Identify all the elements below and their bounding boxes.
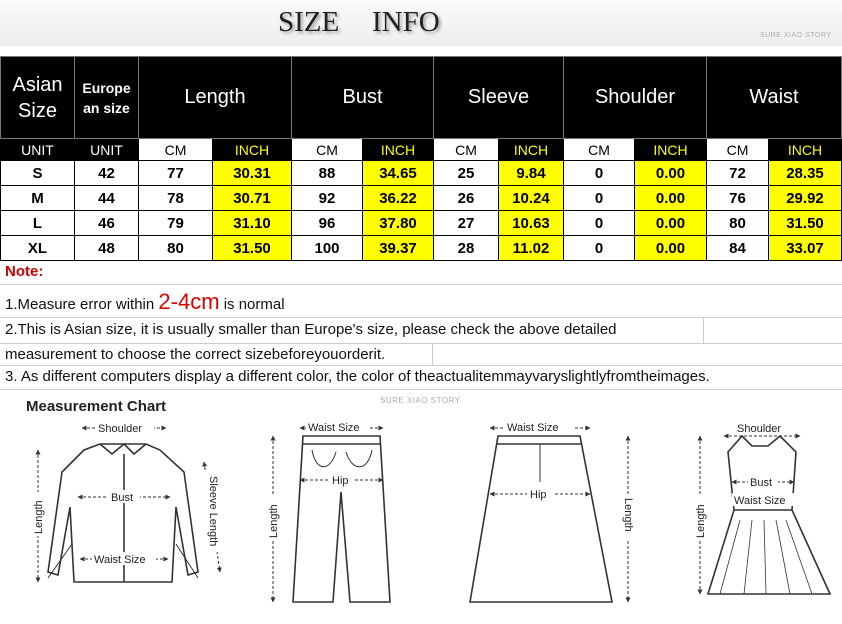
cell-sleeve-cm: 27 (434, 211, 499, 236)
cell-europe-size: 44 (75, 186, 139, 211)
note-line-1-post: is normal (219, 296, 285, 313)
skirt-length-label: Length (622, 498, 634, 532)
chart-title: Measurement Chart (26, 398, 167, 415)
shirt-bust-label: Bust (111, 492, 134, 504)
cell-length-inch: 31.10 (213, 211, 292, 236)
cell-shoulder-cm: 0 (564, 161, 635, 186)
cell-waist-inch: 29.92 (769, 186, 842, 211)
cell-europe-size: 42 (75, 161, 139, 186)
skirt-hip-label: Hip (530, 489, 547, 501)
cell-shoulder-inch: 0.00 (635, 161, 707, 186)
unit-cm: CM (707, 139, 769, 161)
unit-inch: INCH (769, 139, 842, 161)
shirt-labels (32, 421, 219, 566)
cell-bust-inch: 34.65 (363, 161, 434, 186)
cell-bust-cm: 100 (292, 236, 363, 261)
chart-watermark: SURE XIAO STORY (380, 396, 461, 405)
cell-shoulder-cm: 0 (564, 186, 635, 211)
cell-asian-size: L (1, 211, 75, 236)
table-row (1, 161, 842, 186)
cell-sleeve-inch: 10.24 (499, 186, 564, 211)
pants-waist-label: Waist Size (308, 422, 360, 434)
title-bar (0, 0, 842, 46)
cell-shoulder-inch: 0.00 (635, 186, 707, 211)
divider (703, 317, 704, 343)
cell-waist-cm: 76 (707, 186, 769, 211)
divider (0, 389, 842, 390)
title-word-size: SIZE (278, 6, 340, 38)
note-label: Note: (5, 263, 44, 280)
note-line-2a: 2.This is Asian size, it is usually smaller than Europe's size, please check the above detailed (5, 321, 617, 338)
divider (432, 343, 433, 365)
pants-length-label: Length (268, 504, 280, 538)
cell-length-cm: 79 (139, 211, 213, 236)
header-bust: Bust (292, 57, 434, 139)
pants-drawing (293, 436, 390, 602)
dress-bust-label: Bust (750, 477, 773, 489)
unit-cm: CM (139, 139, 213, 161)
divider (0, 284, 842, 285)
note-line-1-emphasis: 2-4cm (158, 289, 220, 314)
garment-diagrams (0, 392, 842, 624)
cell-length-inch: 30.31 (213, 161, 292, 186)
cell-waist-inch: 33.07 (769, 236, 842, 261)
table-row (1, 186, 842, 211)
note-line-2b: measurement to choose the correct sizebeforeyouorderit. (5, 346, 386, 363)
cell-shoulder-inch: 0.00 (635, 236, 707, 261)
divider (0, 343, 842, 344)
note-line-1 (5, 289, 285, 315)
cell-waist-inch: 31.50 (769, 211, 842, 236)
skirt-drawing (470, 436, 612, 602)
cell-shoulder-cm: 0 (564, 236, 635, 261)
unit-label: UNIT (1, 139, 75, 161)
cell-shoulder-cm: 0 (564, 211, 635, 236)
header-length: Length (139, 57, 292, 139)
watermark: SURE XIAO STORY (760, 32, 832, 39)
cell-asian-size: XL (1, 236, 75, 261)
shirt-shoulder-label: Shoulder (98, 423, 143, 435)
cell-waist-cm: 84 (707, 236, 769, 261)
pants-labels (267, 420, 370, 540)
header-europe-size: Europe an size (75, 57, 139, 139)
measurement-chart (0, 392, 842, 624)
cell-sleeve-cm: 28 (434, 236, 499, 261)
cell-europe-size: 48 (75, 236, 139, 261)
unit-inch: INCH (213, 139, 292, 161)
dress-drawing (708, 436, 830, 594)
dress-length-label: Length (695, 504, 707, 538)
cell-europe-size: 46 (75, 211, 139, 236)
cell-shoulder-inch: 0.00 (635, 211, 707, 236)
shirt-length-label: Length (33, 500, 45, 534)
cell-bust-cm: 92 (292, 186, 363, 211)
cell-length-inch: 31.50 (213, 236, 292, 261)
size-table (0, 56, 842, 261)
cell-length-inch: 30.71 (213, 186, 292, 211)
skirt-waist-label: Waist Size (507, 422, 559, 434)
cell-waist-inch: 28.35 (769, 161, 842, 186)
pants-hip-label: Hip (332, 475, 349, 487)
table-row (1, 211, 842, 236)
cell-length-cm: 80 (139, 236, 213, 261)
cell-bust-inch: 39.37 (363, 236, 434, 261)
header-waist: Waist (707, 57, 842, 139)
shirt-sleeve-label: Sleeve Length (207, 476, 219, 547)
cell-waist-cm: 72 (707, 161, 769, 186)
dress-waist-label: Waist Size (734, 495, 786, 507)
cell-bust-cm: 96 (292, 211, 363, 236)
cell-asian-size: S (1, 161, 75, 186)
unit-label: UNIT (75, 139, 139, 161)
shirt-waist-label: Waist Size (94, 554, 146, 566)
divider (0, 365, 842, 366)
title-word-info: INFO (372, 6, 440, 38)
cell-waist-cm: 80 (707, 211, 769, 236)
table-row (1, 236, 842, 261)
unit-cm: CM (292, 139, 363, 161)
cell-bust-cm: 88 (292, 161, 363, 186)
header-sleeve: Sleeve (434, 57, 564, 139)
unit-inch: INCH (635, 139, 707, 161)
cell-bust-inch: 37.80 (363, 211, 434, 236)
cell-sleeve-inch: 10.63 (499, 211, 564, 236)
cell-length-cm: 77 (139, 161, 213, 186)
cell-sleeve-inch: 11.02 (499, 236, 564, 261)
note-line-3: 3. As different computers display a different color, the color of theactualitemmayvaryslightlyfromtheimages. (5, 368, 710, 385)
unit-inch: INCH (499, 139, 564, 161)
cell-sleeve-cm: 26 (434, 186, 499, 211)
cell-bust-inch: 36.22 (363, 186, 434, 211)
cell-asian-size: M (1, 186, 75, 211)
dress-shoulder-label: Shoulder (737, 423, 782, 435)
cell-length-cm: 78 (139, 186, 213, 211)
cell-sleeve-inch: 9.84 (499, 161, 564, 186)
unit-inch: INCH (363, 139, 434, 161)
note-line-1-pre: 1.Measure error within (5, 296, 159, 313)
header-shoulder: Shoulder (564, 57, 707, 139)
cell-sleeve-cm: 25 (434, 161, 499, 186)
header-asian-size: Asian Size (1, 57, 75, 139)
pants-arrows (273, 428, 383, 602)
skirt-labels (505, 420, 635, 540)
unit-cm: CM (434, 139, 499, 161)
unit-cm: CM (564, 139, 635, 161)
divider (0, 317, 842, 318)
